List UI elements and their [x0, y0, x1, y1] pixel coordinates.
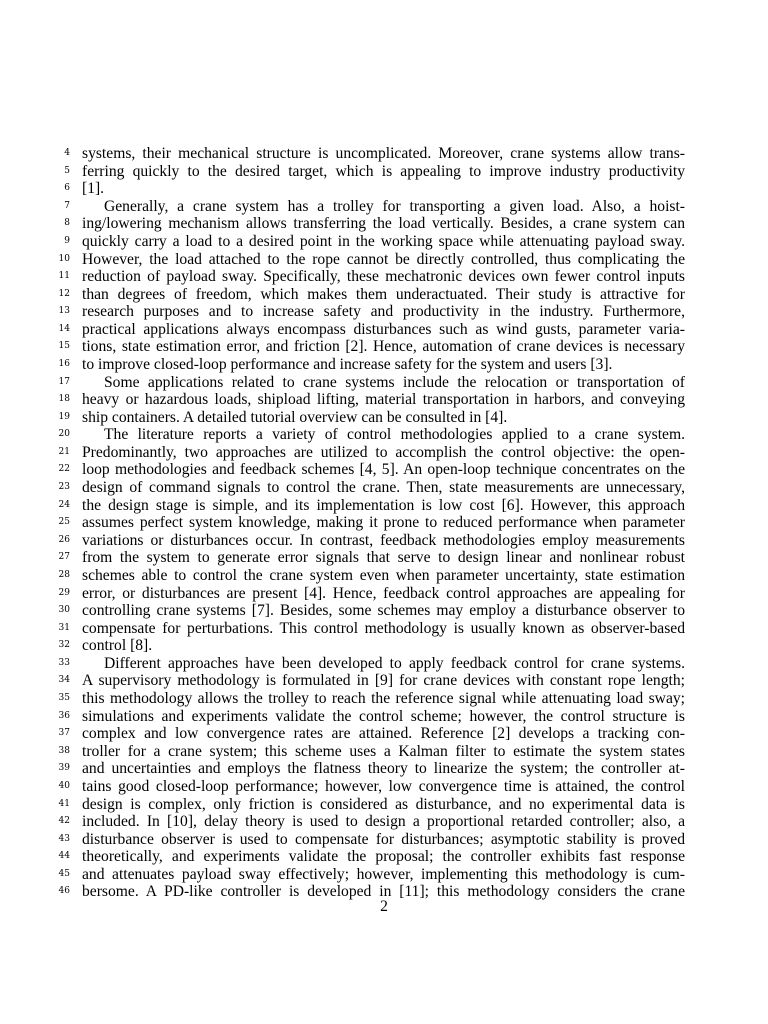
line-number: 14 [58, 323, 70, 334]
line-text: simulations and experiments validate the control scheme; however, the control structure is [82, 707, 685, 725]
line-number: 29 [58, 587, 70, 598]
line-number: 42 [58, 816, 70, 826]
line-text: heavy or hazardous loads, shipload lifting, material transportation in harbors, and conveying [82, 391, 685, 409]
text-line [0, 796, 768, 813]
text-line [0, 813, 768, 830]
text-line [0, 286, 768, 303]
line-text: The literature reports a variety of control methodologies applied to a crane system. [104, 426, 685, 444]
line-number: 15 [58, 341, 70, 352]
line-number: 40 [58, 780, 70, 791]
line-number: 28 [58, 569, 70, 580]
text-line [0, 672, 768, 689]
text-line [0, 321, 768, 338]
line-number: 33 [58, 657, 70, 668]
page-number: 2 [380, 898, 388, 915]
text-line [0, 620, 768, 637]
text-line [0, 391, 768, 408]
line-text: and attenuates payload sway effectively; however, implementing this methodology is cum- [82, 865, 685, 883]
line-text: controlling crane systems [7]. Besides, some schemes may employ a disturbance observer to [82, 602, 685, 620]
line-number: 8 [64, 218, 70, 229]
line-text: compensate for perturbations. This control methodology is usually known as observer-based [82, 619, 685, 637]
line-text: Some applications related to crane systems include the relocation or transportation of [104, 373, 685, 391]
line-number: 25 [58, 517, 70, 528]
line-text: and uncertainties and employs the flatness theory to linearize the system; the controller at- [82, 760, 685, 778]
line-number: 31 [58, 622, 70, 633]
line-number: 17 [58, 376, 70, 387]
text-line [0, 233, 768, 250]
line-number: 38 [58, 745, 70, 756]
line-text: tions, state estimation error, and friction [2]. Hence, automation of crane devices is necessary [82, 338, 685, 356]
line-text: variations or disturbances occur. In contrast, feedback methodologies employ measurements [82, 531, 685, 549]
text-line [0, 303, 768, 320]
line-number: 22 [58, 464, 70, 475]
line-number: 26 [58, 534, 70, 545]
line-text: research purposes and to increase safety and productivity in the industry. Furthermore, [82, 303, 685, 321]
text-line [0, 356, 768, 373]
line-text: tains good closed-loop performance; however, low convergence time is attained, the control [82, 777, 685, 795]
text-line [0, 866, 768, 883]
text-line [0, 831, 768, 848]
line-number: 12 [58, 288, 70, 299]
text-line [0, 251, 768, 268]
line-text: to improve closed-loop performance and increase safety for the system and users [3]. [82, 356, 613, 373]
line-text: A supervisory methodology is formulated in [9] for crane devices with constant rope length; [82, 672, 685, 690]
text-line [0, 338, 768, 355]
line-text: bersome. A PD-like controller is developed in [11]; this methodology considers the crane [82, 883, 685, 901]
text-line [0, 479, 768, 496]
line-number: 13 [58, 306, 70, 317]
line-number: 36 [58, 710, 70, 721]
text-line [0, 444, 768, 461]
text-line [0, 778, 768, 795]
line-number: 18 [58, 394, 70, 405]
line-number: 20 [58, 429, 70, 440]
line-text: ferring quickly to the desired target, which is appealing to improve industry productivity [82, 162, 685, 180]
line-text: loop methodologies and feedback schemes [4, 5]. An open-loop technique concentrates on the [82, 461, 685, 479]
line-number: 4 [64, 148, 70, 158]
text-line [0, 760, 768, 777]
line-text: ing/lowering mechanism allows transferring the load vertically. Besides, a crane system can [82, 215, 685, 233]
line-text: the design stage is simple, and its implementation is low cost [6]. However, this approach [82, 496, 685, 514]
line-text: theoretically, and experiments validate the proposal; the controller exhibits fast response [82, 848, 685, 866]
line-number: 43 [58, 833, 70, 844]
line-number: 23 [58, 482, 70, 492]
line-text: reduction of payload sway. Specifically, these mechatronic devices own fewer control inputs [82, 268, 685, 286]
text-line [0, 725, 768, 742]
text-line [0, 567, 768, 584]
text-line [0, 180, 768, 197]
text-line [0, 497, 768, 514]
line-number: 39 [58, 763, 70, 774]
line-text: included. In [10], delay theory is used to design a proportional retarded controller; also, a [82, 813, 685, 830]
line-number: 6 [64, 183, 70, 194]
line-text: this methodology allows the trolley to reach the reference signal while attenuating load sway; [82, 690, 685, 707]
text-line [0, 690, 768, 707]
line-number: 10 [58, 253, 70, 264]
text-line [0, 602, 768, 619]
line-number: 30 [58, 605, 70, 616]
line-text: Different approaches have been developed to apply feedback control for crane systems. [104, 654, 685, 672]
line-text: disturbance observer is used to compensate for disturbances; asymptotic stability is proved [82, 830, 685, 848]
line-number: 44 [58, 851, 70, 862]
line-number: 19 [58, 411, 70, 422]
line-number: 11 [58, 271, 70, 282]
text-line [0, 708, 768, 725]
line-number: 45 [58, 868, 70, 879]
line-number: 16 [58, 359, 70, 369]
line-text: Predominantly, two approaches are utilized to accomplish the control objective: the open- [82, 443, 685, 461]
line-text: ship containers. A detailed tutorial overview can be consulted in [4]. [82, 408, 508, 426]
line-number: 24 [58, 499, 70, 510]
text-line [0, 532, 768, 549]
text-line [0, 637, 768, 654]
line-text: than degrees of freedom, which makes them underactuated. Their study is attractive for [82, 285, 685, 303]
line-number: 27 [58, 552, 70, 563]
line-number: 46 [58, 886, 70, 897]
line-number: 34 [58, 675, 70, 686]
line-text: assumes perfect system knowledge, making it prone to reduced performance when parameter [82, 514, 685, 532]
text-line [0, 585, 768, 602]
line-text: [1]. [82, 180, 105, 198]
line-text: troller for a crane system; this scheme uses a Kalman filter to estimate the system states [82, 742, 685, 760]
line-text: However, the load attached to the rope cannot be directly controlled, thus complicating the [82, 250, 685, 268]
text-line [0, 549, 768, 566]
text-line [0, 268, 768, 285]
line-text: control [8]. [82, 637, 153, 655]
line-number: 35 [58, 693, 70, 703]
text-line [0, 514, 768, 531]
text-line [0, 848, 768, 865]
line-text: design is complex, only friction is considered as disturbance, and no experimental data is [82, 795, 685, 813]
line-number: 9 [64, 235, 70, 246]
line-number: 41 [58, 798, 70, 809]
line-number: 21 [58, 446, 70, 457]
line-number: 5 [64, 165, 70, 176]
text-line [0, 655, 768, 672]
line-text: error, or disturbances are present [4]. Hence, feedback control approaches are appealing for [82, 584, 685, 602]
line-text: Generally, a crane system has a trolley for transporting a given load. Also, a hoist- [104, 197, 685, 215]
text-line [0, 426, 768, 443]
text-line [0, 409, 768, 426]
text-line [0, 461, 768, 478]
line-text: complex and low convergence rates are attained. Reference [2] develops a tracking con- [82, 725, 685, 743]
text-line [0, 145, 768, 162]
line-text: quickly carry a load to a desired point in the working space while attenuating payload sway. [82, 232, 685, 250]
line-text: systems, their mechanical structure is uncomplicated. Moreover, crane systems allow trans- [82, 145, 685, 162]
line-text: design of command signals to control the crane. Then, state measurements are unnecessary, [82, 479, 685, 496]
text-line [0, 163, 768, 180]
line-text: practical applications always encompass disturbances such as wind gusts, parameter varia- [82, 320, 685, 338]
text-line [0, 215, 768, 232]
line-text: schemes able to control the crane system even when parameter uncertainty, state estimation [82, 566, 685, 584]
text-line [0, 198, 768, 215]
text-line [0, 743, 768, 760]
line-number: 7 [64, 200, 70, 211]
line-text: from the system to generate error signals that serve to design linear and nonlinear robust [82, 549, 685, 567]
line-number: 37 [58, 728, 70, 739]
line-number: 32 [58, 640, 70, 651]
text-line [0, 374, 768, 391]
